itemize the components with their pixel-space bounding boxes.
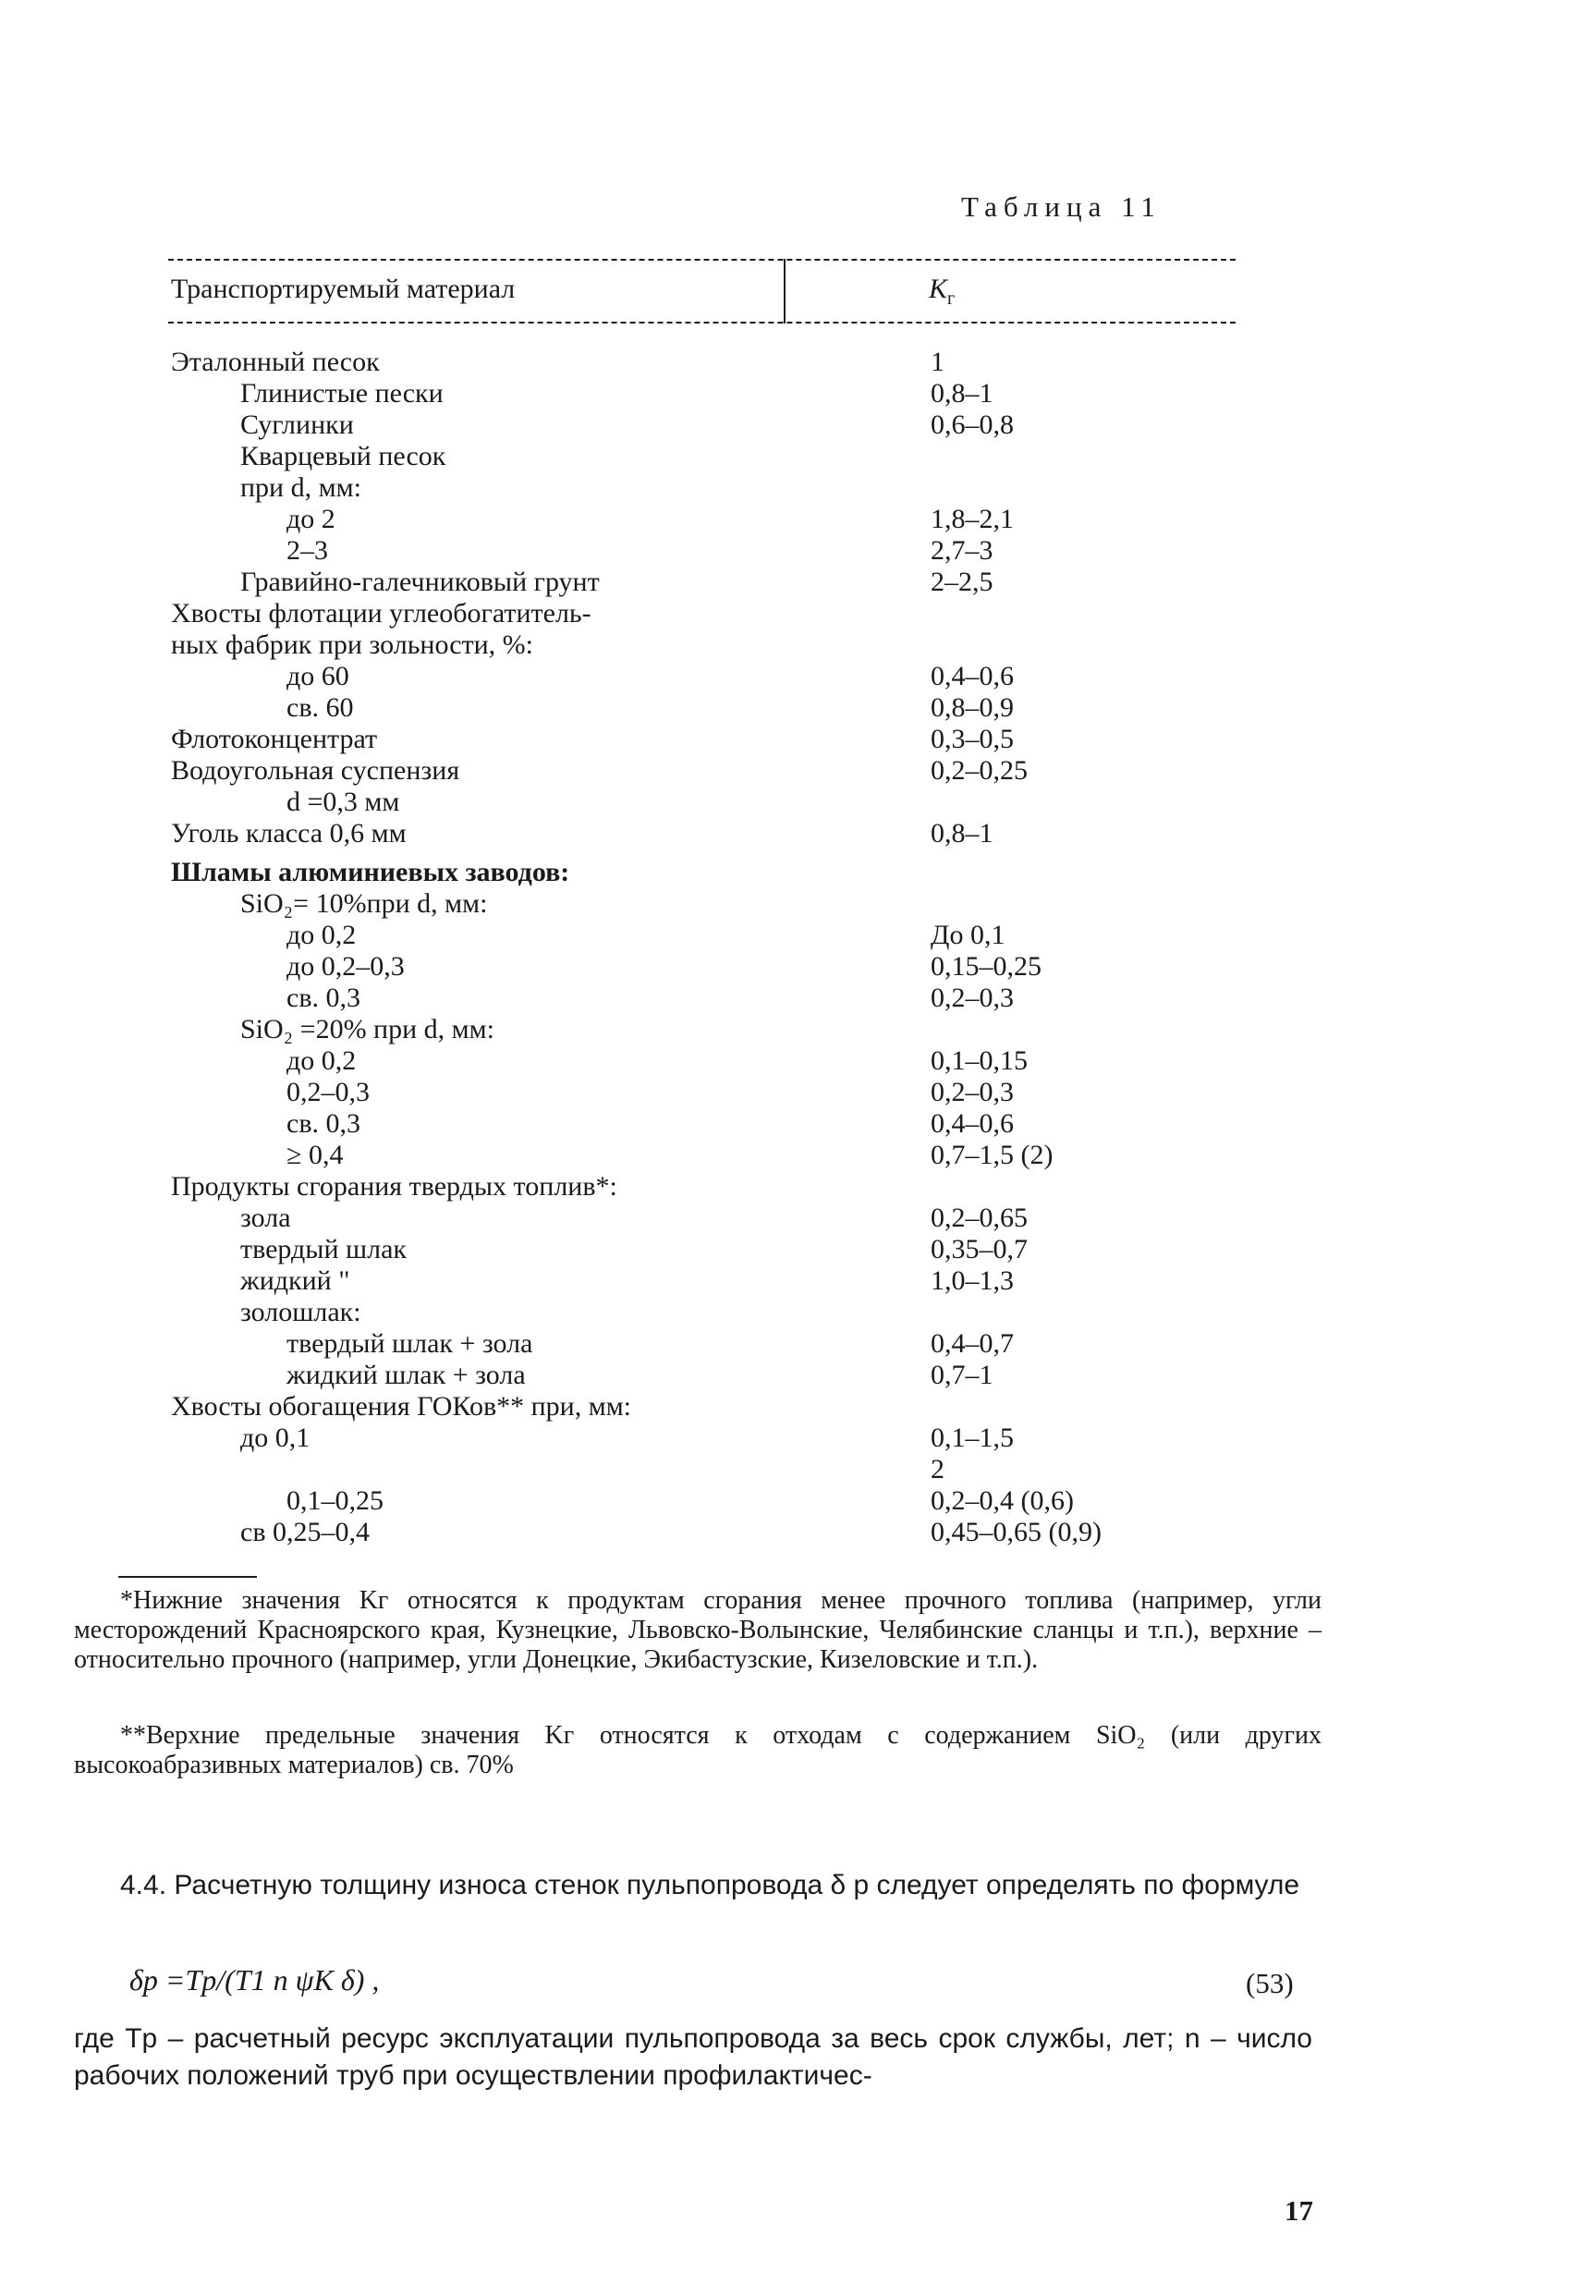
table-row [0, 535, 1596, 567]
table-row [0, 409, 1596, 441]
formula-number: (53) [1246, 1967, 1294, 1999]
table-row [0, 1391, 1596, 1423]
row-label: Хвосты флотации углеобогатитель- [171, 598, 591, 629]
row-value: 0,4–0,7 [931, 1328, 1014, 1359]
formula-explanation: где Tр – расчетный ресурс эксплуатации пульпопровода за весь срок службы, лет; n – число рабочих положений труб при осуществлении профилактичес- [74, 2023, 1312, 2091]
table-row [0, 888, 1596, 920]
table-row [0, 1454, 1596, 1485]
row-label: св 0,25–0,4 [240, 1517, 370, 1547]
row-value: 0,7–1,5 (2) [931, 1140, 1054, 1170]
page-number: 17 [1285, 2194, 1313, 2227]
footnote-first: *Нижние значения Kг относятся к продуктам сгорания менее прочного топлива (например, угли месторождений Красноярского края, Кузнецкие, Львовско-Волынские, Челябинские сланцы и т.п.), верхние – относительно прочного (например, угли Донецкие, Экибастузские, Кизеловские и т.п.). [74, 1586, 1322, 1674]
table-header-divider [784, 259, 786, 324]
table-row [0, 1045, 1596, 1077]
table-row [0, 755, 1596, 787]
row-value: 0,15–0,25 [931, 951, 1042, 982]
row-value: 0,35–0,7 [931, 1234, 1028, 1264]
row-value: 0,2–0,65 [931, 1203, 1028, 1233]
row-label: 2–3 [286, 535, 328, 566]
table-row [0, 1171, 1596, 1203]
row-label: зола [240, 1203, 291, 1233]
table-row [0, 1297, 1596, 1328]
row-value: 1,0–1,3 [931, 1265, 1014, 1296]
table-row [0, 1234, 1596, 1265]
row-label: Водоугольная суспензия [171, 755, 460, 786]
row-label: d =0,3 мм [286, 787, 400, 817]
row-label: при d, мм: [240, 472, 361, 503]
row-value: 2 [931, 1454, 944, 1484]
table-row [0, 1328, 1596, 1360]
table-row [0, 1265, 1596, 1297]
table-row [0, 1203, 1596, 1234]
table-row [0, 567, 1596, 598]
table-row [0, 661, 1596, 692]
row-label: Суглинки [240, 409, 354, 440]
row-value: 0,8–0,9 [931, 692, 1014, 723]
table-row [0, 724, 1596, 755]
table-row [0, 857, 1596, 888]
table-row [0, 787, 1596, 818]
row-value: 0,3–0,5 [931, 724, 1014, 754]
row-label: жидкий " [240, 1265, 350, 1296]
row-value: 0,2–0,25 [931, 755, 1028, 786]
table-row [0, 1423, 1596, 1454]
row-label: 0,1–0,25 [286, 1485, 384, 1516]
row-label: Уголь класса 0,6 мм [171, 818, 407, 849]
row-label: Флотоконцентрат [171, 724, 378, 754]
row-value: 0,1–1,5 [931, 1423, 1014, 1453]
row-value: 0,4–0,6 [931, 661, 1014, 691]
coefficient-subscript: г [947, 288, 956, 309]
row-value: 1,8–2,1 [931, 504, 1014, 534]
row-value: 0,2–0,3 [931, 983, 1014, 1013]
row-label: золошлак: [240, 1297, 361, 1327]
row-value: 0,2–0,4 (0,6) [931, 1485, 1074, 1516]
table-body [0, 347, 1596, 1548]
table-row [0, 1108, 1596, 1140]
row-label: до 0,2–0,3 [286, 951, 405, 982]
table-row [0, 818, 1596, 849]
row-label: до 2 [286, 504, 335, 534]
footnote-second: **Верхние предельные значения Kг относятся к отходам с содержанием SiO₂ (или других высокоабразивных материалов) св. 70% [74, 1721, 1322, 1779]
row-label: св. 0,3 [286, 1108, 360, 1139]
row-label: SiO₂ =20% при d, мм: [240, 1014, 494, 1044]
row-value: 0,8–1 [931, 378, 993, 409]
footnote-rule [118, 1576, 257, 1578]
table-row [0, 629, 1596, 661]
section-paragraph: 4.4. Расчетную толщину износа стенок пульпопровода δ р следует определять по формуле [120, 1870, 1300, 1900]
row-label: Шламы алюминиевых заводов: [171, 857, 570, 887]
row-value: 2–2,5 [931, 567, 993, 597]
row-label: ных фабрик при зольности, %: [171, 629, 534, 660]
table-header-bottom-rule [168, 322, 1236, 324]
row-label: Кварцевый песок [240, 441, 446, 471]
table-row [0, 598, 1596, 629]
row-label: до 0,1 [240, 1423, 311, 1453]
table-caption: Таблица 11 [961, 190, 1162, 223]
row-label: до 60 [286, 661, 349, 691]
row-label: св. 60 [286, 692, 354, 723]
table-row [0, 692, 1596, 724]
table-row [0, 378, 1596, 409]
row-label: Эталонный песок [171, 347, 380, 377]
row-value: 0,2–0,3 [931, 1077, 1014, 1107]
row-label: Хвосты обогащения ГОКов** при, мм: [171, 1391, 632, 1422]
row-label: Гравийно-галечниковый грунт [240, 567, 600, 597]
row-value: 0,4–0,6 [931, 1108, 1014, 1139]
row-value: 1 [931, 347, 944, 377]
table-row [0, 347, 1596, 378]
formula: δр =Tр/(T1 n ψK δ) , [129, 1963, 380, 1997]
table-top-rule [168, 259, 1236, 261]
row-label: до 0,2 [286, 1045, 357, 1076]
row-value: До 0,1 [931, 920, 1005, 950]
row-label: твердый шлак + зола [286, 1328, 533, 1359]
table-row [0, 1517, 1596, 1548]
table-row [0, 441, 1596, 472]
table-row [0, 472, 1596, 504]
row-value: 0,7–1 [931, 1360, 993, 1390]
row-value: 2,7–3 [931, 535, 993, 566]
row-value: 0,45–0,65 (0,9) [931, 1517, 1102, 1547]
row-label: до 0,2 [286, 920, 357, 950]
table-row [0, 504, 1596, 535]
row-value: 0,8–1 [931, 818, 993, 849]
table-row [0, 1485, 1596, 1517]
table-row [0, 951, 1596, 983]
row-label: 0,2–0,3 [286, 1077, 370, 1107]
table-row [0, 1140, 1596, 1171]
column-header-material: Транспортируемый материал [171, 274, 516, 304]
table-row [0, 920, 1596, 951]
row-label: жидкий шлак + зола [286, 1360, 526, 1390]
row-label: Продукты сгорания твердых топлив*: [171, 1171, 617, 1202]
table-row [0, 1360, 1596, 1391]
table-row [0, 983, 1596, 1014]
row-value: 0,6–0,8 [931, 409, 1014, 440]
row-label: Глинистые пески [240, 378, 444, 409]
column-header-coefficient [929, 274, 955, 310]
row-label: св. 0,3 [286, 983, 360, 1013]
row-label: ≥ 0,4 [286, 1140, 344, 1170]
table-row [0, 1077, 1596, 1108]
coefficient-symbol: K [929, 274, 948, 304]
row-label: твердый шлак [240, 1234, 407, 1264]
table-row [0, 1014, 1596, 1045]
row-label: SiO₂= 10%при d, мм: [240, 888, 488, 919]
row-value: 0,1–0,15 [931, 1045, 1028, 1076]
